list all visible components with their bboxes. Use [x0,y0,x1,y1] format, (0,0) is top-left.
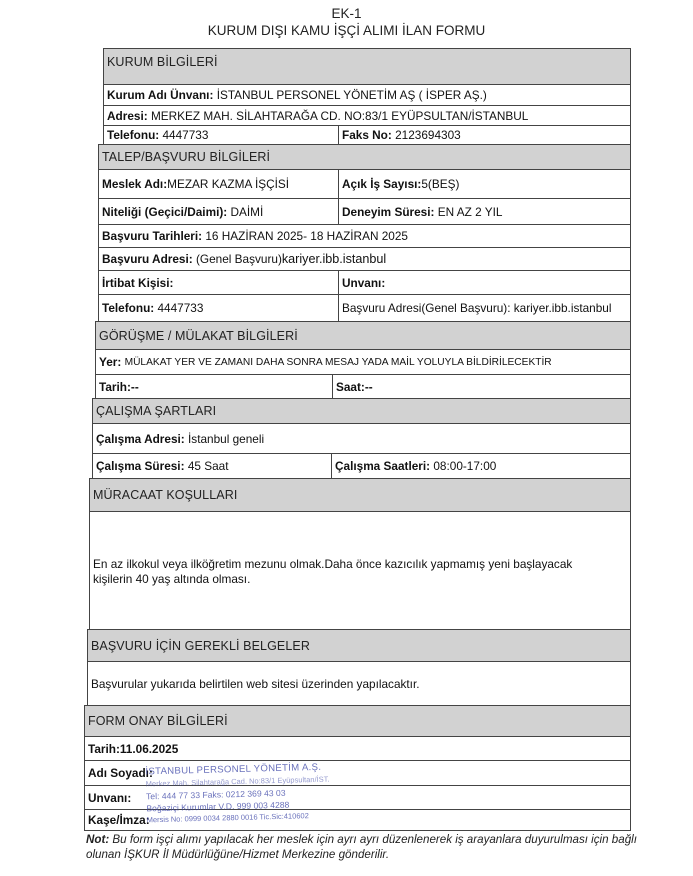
job-label: Meslek Adı: [102,177,168,191]
work-address-label: Çalışma Adresi: [96,431,185,446]
work-duration [93,454,331,478]
work-address-value: İstanbul geneli [188,431,265,446]
kurum-fax-label: Faks No: [342,128,392,142]
row-job [98,169,631,198]
approval-name-label: Adı Soyadı: [88,766,153,780]
interview-time-label: Saat:-- [336,379,373,394]
footer-note [86,832,646,862]
approval-date [85,737,630,760]
row-nature [98,198,631,224]
row-conditions [89,511,631,629]
exp-value: EN AZ 2 YIL [437,204,503,219]
section-title: FORM ONAY BİLGİLERİ [88,714,228,728]
contact-title [338,271,630,294]
apply-address [99,248,630,270]
row-phone2 [98,294,631,321]
contact-phone [99,295,338,321]
section-talep [98,144,631,169]
kurum-name-value: İSTANBUL PERSONEL YÖNETİM AŞ ( İSPER AŞ.) [216,88,487,102]
application-dates [99,225,630,247]
section-title: TALEP/BAŞVURU BİLGİLERİ [102,150,271,164]
open-positions [338,170,630,198]
place-label: Yer: [99,355,122,369]
row-dates [98,224,631,247]
note-text: Bu form işçi alımı yapılacak her meslek için ayrı ayrı düzenlenerek iş arayanlara duyurulması için bağlı olunan İŞKUR İl Müdürlüğüne/Hizmet Merkezine gönderilir. [86,833,637,861]
kurum-phone-value: 4447733 [162,128,209,142]
company-stamp [145,762,330,825]
apply-value-small: (Genel Başvuru) [195,252,282,266]
phone2-label: Telefonu: [102,301,155,315]
approval-date-label: Tarih:11.06.2025 [88,741,179,756]
interview-date [96,375,332,398]
approval-title-label: Unvanı: [88,790,132,805]
stamp-line: Tel: 444 77 33 Faks: 0212 369 43 03 [145,787,286,802]
kurum-address-label: Adresi: [107,108,148,123]
row-kurum-name [103,84,631,105]
section-title: BAŞVURU İÇİN GEREKLİ BELGELER [91,638,310,653]
form-title: KURUM DIŞI KAMU İŞÇİ ALIMI İLAN FORMU [207,23,486,38]
section-muracaat [89,478,631,511]
kurum-address-value: MERKEZ MAH. SİLAHTARAĞA CD. NO:83/1 EYÜPSULTAN/İSTANBUL [150,108,529,123]
kurum-phone-label: Telefonu: [107,128,160,142]
apply2-text: Başvuru Adresi(Genel Başvuru): kariyer.ibb.istanbul [342,301,612,315]
row-interview-date [95,374,631,398]
interview-place [96,350,630,374]
place-value: MÜLAKAT YER VE ZAMANI DAHA SONRA MESAJ YADA MAİL YOLUYLA BİLDİRİLECEKTİR [124,356,552,368]
nature-label: Niteliği (Geçici/Daimi): [102,204,228,219]
documents-text: Başvurular yukarıda belirtilen web sitesi üzerinden yapılacaktır. [91,676,420,691]
job-name [99,170,338,198]
section-kurum [103,48,631,84]
phone2-value: 4447733 [157,301,204,315]
contact-label: İrtibat Kişisi: [102,275,174,290]
kurum-name-label: Kurum Adı Ünvanı: [107,88,214,102]
conditions-text: En az ilkokul veya ilköğretim mezunu olmak.Daha önce kazıcılık yapmamış yeni başlayacak kişilerin 40 yaş altında olması. [93,557,573,586]
note-label: Not: [86,833,110,846]
section-gorusme [95,321,631,349]
section-title: KURUM BİLGİLERİ [107,55,218,69]
contact-person [99,271,338,294]
nature-value: DAİMİ [230,204,264,219]
kurum-phone [104,126,338,144]
annex-label: EK-1 [331,6,362,21]
work-hours-value: 08:00-17:00 [433,459,497,473]
section-title: ÇALIŞMA ŞARTLARI [96,404,217,418]
row-kurum-phone [103,125,631,144]
section-calisma [92,398,631,423]
dates-label: Başvuru Tarihleri: [102,229,203,243]
stamp-line: Merkez Mah. Silahtarağa Cad. No:83/1 Eyüpsultan/İST. [145,774,330,789]
section-belgeler [87,629,631,661]
kurum-fax-value: 2123694303 [395,128,461,142]
section-onay [84,705,631,736]
approval-seal-label: Kaşe/İmza: [88,813,150,827]
title-label: Unvanı: [342,275,386,290]
experience [338,199,630,224]
work-duration-label: Çalışma Süresi: [96,459,185,473]
row-approval-date [84,736,631,760]
stamp-line: İSTANBUL PERSONEL YÖNETİM A.Ş. [145,761,322,778]
dates-value: 16 HAZİRAN 2025- 18 HAZİRAN 2025 [205,229,408,243]
row-place [95,349,631,374]
exp-label: Deneyim Süresi: [342,204,435,219]
open-value: 5(BEŞ) [421,177,460,191]
row-work-duration [92,453,631,478]
apply-url: kariyer.ibb.istanbul [281,252,387,266]
kurum-name [104,85,630,105]
kurum-address [104,106,630,125]
row-contact [98,270,631,294]
open-label: Açık İş Sayısı: [342,177,422,191]
interview-date-label: Tarih:-- [99,379,139,394]
work-address [93,424,630,453]
stamp-line: Mersis No: 0999 0034 2880 0016 Tic.Sic:410602 [146,811,309,825]
row-work-address [92,423,631,453]
kurum-fax [338,126,630,144]
work-duration-value: 45 Saat [187,459,229,473]
row-kurum-address [103,105,631,125]
row-apply-address [98,247,631,270]
section-title: MÜRACAAT KOŞULLARI [93,488,238,502]
apply-label: Başvuru Adresi: [102,252,193,266]
apply-address-2 [338,295,630,321]
work-hours [331,454,630,478]
job-nature [99,199,338,224]
row-documents [87,661,631,705]
job-value: MEZAR KAZMA İŞÇİSİ [167,177,290,191]
section-title: GÖRÜŞME / MÜLAKAT BİLGİLERİ [99,328,298,343]
work-hours-label: Çalışma Saatleri: [335,459,431,473]
interview-time [332,375,630,398]
stamp-line: Boğaziçi Kurumlar V.D. 999 003 4288 [146,799,290,814]
